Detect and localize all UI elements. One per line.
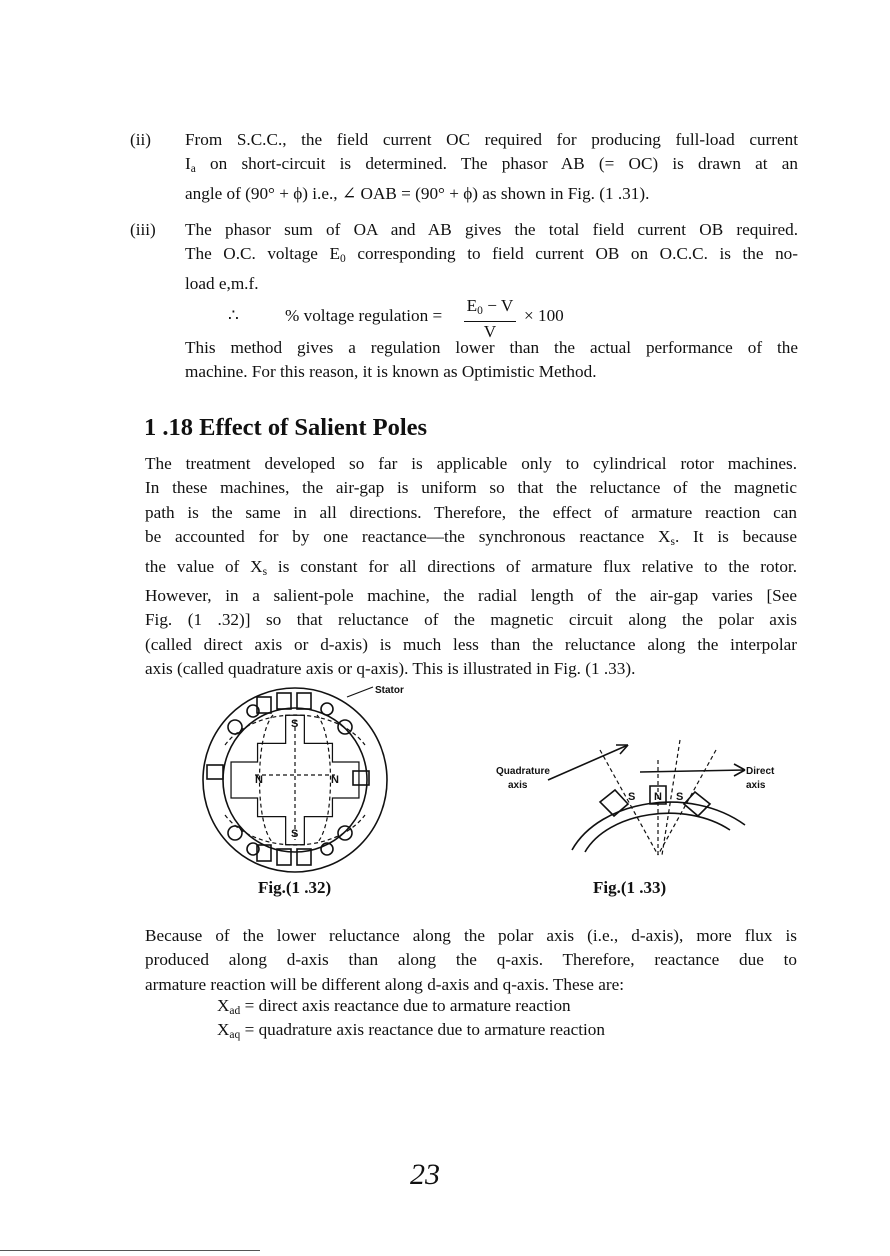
stator-pointer: [347, 687, 373, 697]
quadrature-axis-label: axis: [508, 780, 528, 791]
text-line: Fig. (1 .32)] so that reluctance of the magnetic circuit along the polar axis: [145, 610, 797, 630]
reactance-definition-xad: $X_{ad}$ = direct axis reactance due to armature reaction: [217, 996, 571, 1017]
text-line: axis (called quadrature axis or q-axis). This is illustrated in Fig. (1 .33).: [145, 659, 636, 679]
text-line: produced along d-axis than along the q-axis. Therefore, reactance due to: [145, 950, 797, 970]
pole-s-label: S: [291, 828, 299, 840]
text-line: The O.C. voltage $E_0$ corresponding to field current OB on O.C.C. is the no-: [185, 244, 798, 266]
figure-salient-pole-machine: [195, 675, 435, 875]
direct-axis-label: axis: [746, 780, 766, 791]
figure-d-q-axes: [490, 730, 810, 870]
text-line: In these machines, the air-gap is uniform so that the reluctance of the magnetic: [145, 478, 797, 498]
text-line: Because of the lower reluctance along the polar axis (i.e., d-axis), more flux is: [145, 926, 797, 945]
formula-multiplier: × 100: [524, 306, 564, 325]
text-line: (called direct axis or d-axis) is much less than the reluctance along the interpolar: [145, 634, 797, 654]
pole-n-label: N: [331, 774, 339, 786]
reactance-paragraph: [145, 924, 797, 997]
figure-caption: Fig.(1 .33): [593, 878, 667, 897]
quadrature-axis-arrow-line: [548, 745, 628, 780]
stator-label: Stator: [375, 685, 404, 696]
direct-axis-label: Direct: [746, 766, 775, 777]
quadrature-axis-label: Quadrature: [496, 766, 550, 777]
text-line: the value of $X_s$ is constant for all directions of armature flux relative to the rotor.: [145, 556, 798, 578]
list-item-ii: [130, 128, 798, 206]
text-line: However, in a salient-pole machine, the radial length of the air-gap varies [See: [145, 586, 797, 606]
text-line: machine. For this reason, it is known as Optimistic Method.: [185, 362, 597, 382]
text-line: angle of (90° + ϕ) i.e., ∠ OAB = (90° + ϕ) as shown in Fig. (1 .31).: [185, 183, 650, 203]
text-line: The phasor sum of OA and AB gives the total field current OB required.: [185, 220, 798, 239]
pole-n-label: N: [255, 774, 263, 786]
text-line: $I_a$ on short-circuit is determined. The phasor AB (= OC) is drawn at an: [185, 154, 798, 176]
text-line: armature reaction will be different along d-axis and q-axis. These are:: [145, 974, 624, 994]
direct-axis-arrow-line: [640, 770, 745, 772]
page-number: 23: [410, 1158, 440, 1191]
item-number: (iii): [130, 220, 156, 239]
fraction-numerator: $E_0 - V$: [466, 296, 514, 317]
text-line: This method gives a regulation lower than the actual performance of the: [185, 338, 798, 357]
text-line: The treatment developed so far is applicable only to cylindrical rotor machines.: [145, 454, 797, 473]
page-divider: [0, 1250, 260, 1251]
list-item-iii: [130, 218, 798, 296]
section-paragraph: [145, 452, 797, 682]
text-line: path is the same in all directions. Therefore, the effect of armature reaction can: [145, 502, 797, 522]
figure-caption: Fig.(1 .32): [258, 878, 332, 897]
reactance-definition-xaq: $X_{aq}$ = quadrature axis reactance due to armature reaction: [217, 1020, 605, 1041]
formula-lhs: % voltage regulation =: [285, 306, 443, 325]
pole-s-label: S: [291, 718, 299, 730]
pole-s-label: S: [628, 791, 636, 803]
therefore-symbol: ∴: [228, 306, 239, 325]
section-heading: 1 .18 Effect of Salient Poles: [144, 414, 428, 441]
item-number: (ii): [130, 130, 151, 149]
method-paragraph: [185, 336, 798, 385]
pole-s-label: S: [676, 791, 684, 803]
text-line: load e,m.f.: [185, 273, 259, 293]
text-line: From S.C.C., the field current OC required for producing full-load current: [185, 130, 798, 149]
text-line: be accounted for by one reactance—the synchronous reactance $X_s$. It is because: [145, 527, 797, 549]
pole-n-label: N: [654, 791, 662, 803]
fraction-denominator: V: [483, 322, 497, 341]
